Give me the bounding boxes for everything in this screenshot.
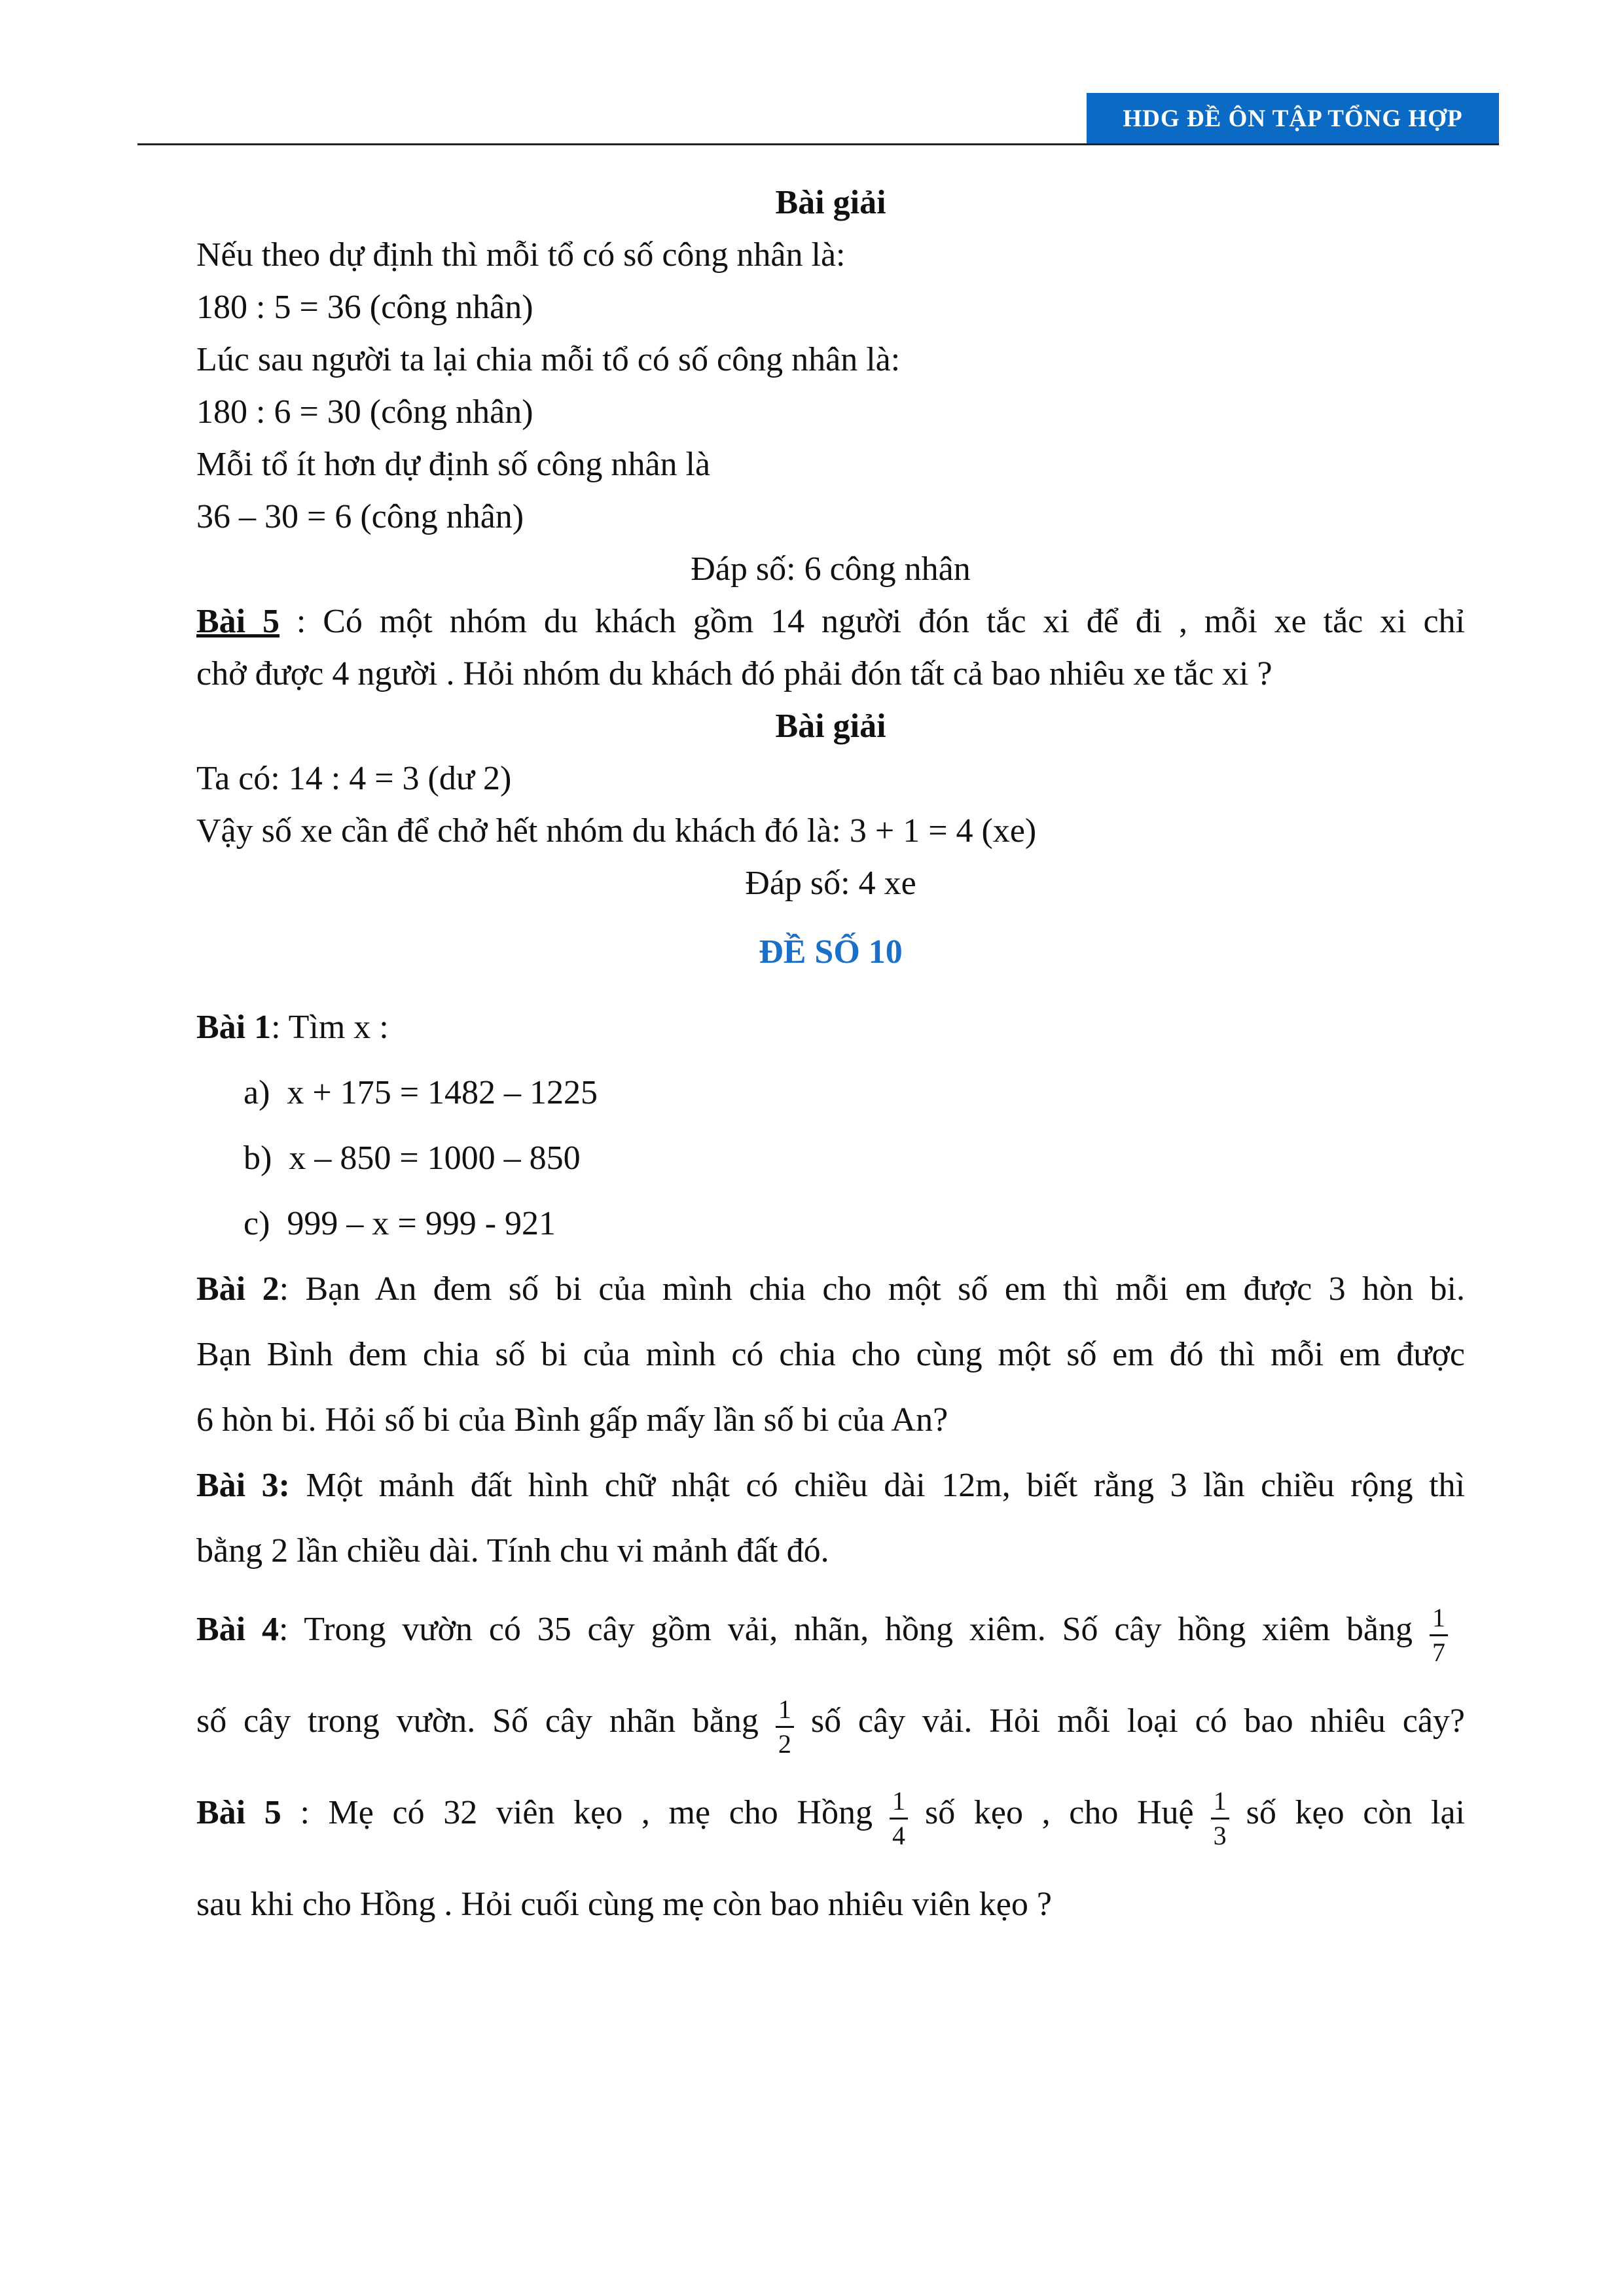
problem-label: Bài 1 [196,1009,272,1046]
document-body [196,177,1465,1950]
fraction: $\frac{1}{3}$ [1211,1786,1229,1851]
solution-line: Nếu theo dự định thì mỗi tổ có số công nhân là: [196,236,846,274]
solution-title: Bài giải [775,184,886,221]
problem-label: Bài 5 [196,603,280,640]
solution-answer: Đáp số: 4 xe [745,865,916,902]
problem-2-line-3: 6 hòn bi. Hỏi số bi của Bình gấp mấy lần số bi của An? [196,1401,948,1439]
problem-2-line-2: Bạn Bình đem chia số bi của mình có chia cho cùng một số em đó thì mỗi em được [196,1336,1465,1373]
problem-3-line-2: bằng 2 lần chiều dài. Tính chu vi mảnh đất đó. [196,1532,829,1570]
solution-line: 180 : 6 = 30 (công nhân) [196,393,533,431]
header-rule [137,143,1499,145]
solution-line: Vậy số xe cần để chở hết nhóm du khách đó là: 3 + 1 = 4 (xe) [196,812,1037,850]
problem-label: Bài 5 [196,1794,281,1831]
solution-line: Ta có: 14 : 4 = 3 (dư 2) [196,760,512,797]
problem-5-line-2: chở được 4 người . Hỏi nhóm du khách đó phải đón tất cả bao nhiêu xe tắc xi ? [196,655,1272,692]
header-badge: HDG ĐỀ ÔN TẬP TỔNG HỢP [1087,93,1499,144]
solution-answer: Đáp số: 6 công nhân [691,550,971,588]
fraction: $\frac{1}{4}$ [890,1786,908,1851]
exam-title: ĐỀ SỐ 10 [759,933,903,971]
problem-5-line-1: Bài 5 : Có một nhóm du khách gồm 14 người đón tắc xi để đi , mỗi xe tắc xi chỉ [196,603,1465,640]
list-item: b) x – 850 = 1000 – 850 [244,1139,581,1177]
problem-1-heading: Bài 1: Tìm x : [196,1009,389,1046]
problem-2-line-1: Bài 2: Bạn An đem số bi của mình chia cho một số em thì mỗi em được 3 hòn bi. [196,1270,1465,1308]
list-item: c) 999 – x = 999 - 921 [244,1205,556,1242]
solution-line: 180 : 5 = 36 (công nhân) [196,289,533,326]
fraction: $\frac{1}{7}$ [1430,1603,1448,1668]
problem-3-line-1: Bài 3: Một mảnh đất hình chữ nhật có chiều dài 12m, biết rằng 3 lần chiều rộng thì [196,1467,1466,1504]
list-item: a) x + 175 = 1482 – 1225 [244,1074,598,1111]
problem-label: Bài 3: [196,1467,290,1504]
solution-line: Mỗi tổ ít hơn dự định số công nhân là [196,446,711,483]
solution-title: Bài giải [775,708,886,745]
problem-5-line-2: sau khi cho Hồng . Hỏi cuối cùng mẹ còn bao nhiêu viên kẹo ? [196,1886,1052,1923]
problem-label: Bài 4 [196,1611,279,1648]
solution-line: Lúc sau người ta lại chia mỗi tổ có số công nhân là: [196,341,901,378]
problem-label: Bài 2 [196,1270,280,1308]
problem-4-line-1: Bài 4: Trong vườn có 35 cây gồm vải, nhãn, hồng xiêm. Số cây hồng xiêm bằng $\frac{1}{7}$ [196,1584,1465,1676]
problem-4-line-2: số cây trong vườn. Số cây nhãn bằng $\frac{1}{2}$ số cây vải. Hỏi mỗi loại có bao nhiêu cây? [196,1694,1465,1759]
problem-5-line-1: Bài 5 : Mẹ có 32 viên kẹo , mẹ cho Hồng $\frac{1}{4}$ số kẹo , cho Huệ $\frac{1}{3}$ số kẹo còn lại [196,1785,1465,1850]
solution-line: 36 – 30 = 6 (công nhân) [196,498,524,535]
fraction: $\frac{1}{2}$ [776,1695,794,1759]
